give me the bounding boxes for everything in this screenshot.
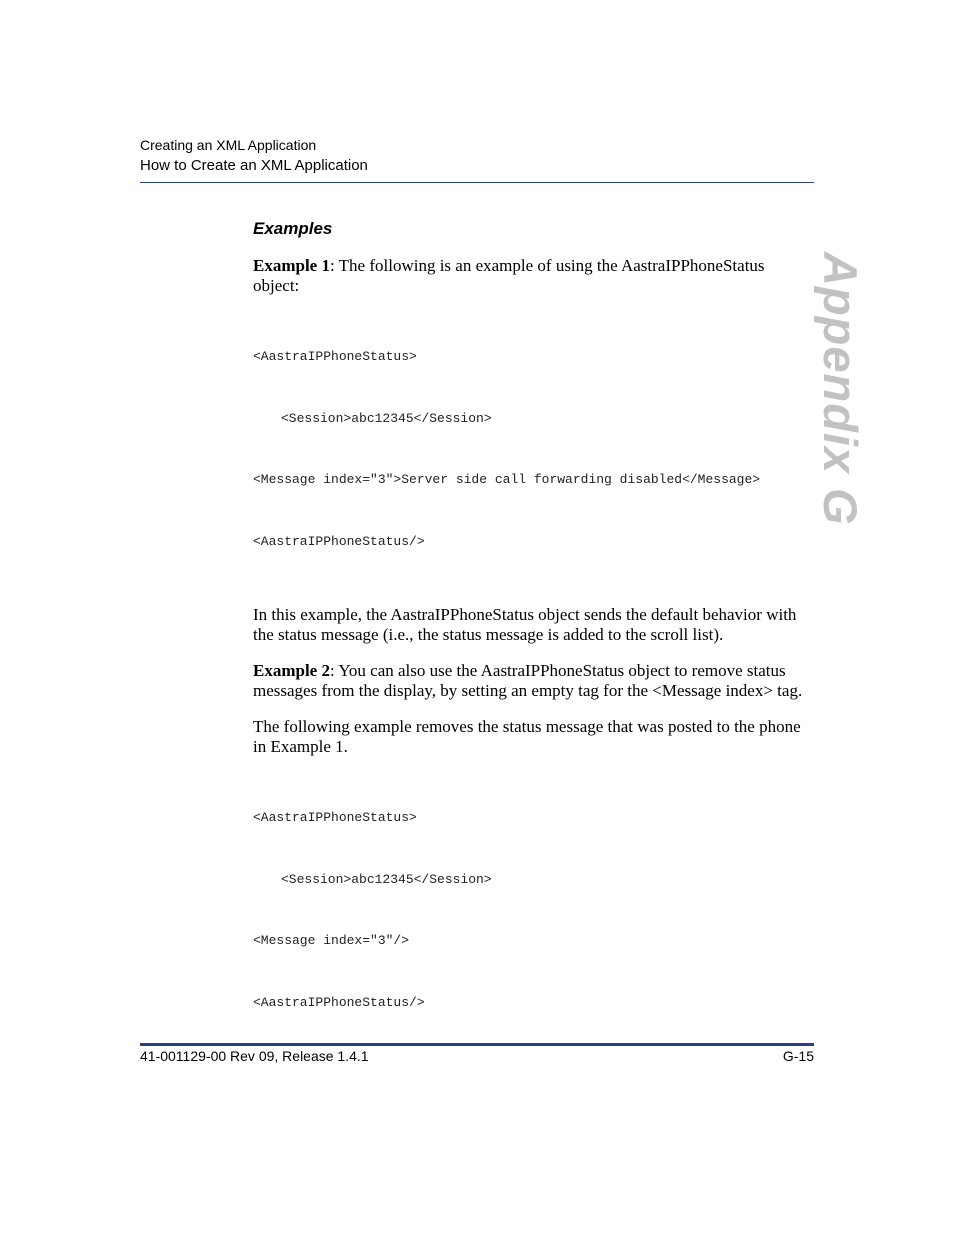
example1-paragraph — [253, 256, 813, 296]
main-content — [253, 218, 813, 1066]
footer-divider — [140, 1043, 814, 1046]
footer-doc-id: 41-001129-00 Rev 09, Release 1.4.1 — [140, 1048, 369, 1064]
appendix-side-tab: Appendix G — [814, 252, 867, 526]
code-line: <AastraIPPhoneStatus> — [253, 810, 417, 825]
code-line: <Message index="3"/> — [253, 933, 410, 948]
example1-text: : The following is an example of using the AastraIPPhoneStatus object: — [253, 256, 765, 295]
header-divider — [140, 182, 814, 183]
example2-paragraph — [253, 661, 813, 701]
section-title: Examples — [253, 219, 333, 238]
running-header-section: How to Create an XML Application — [140, 157, 368, 174]
example2-text: : You can also use the AastraIPPhoneStatus object to remove status messages from the display, by setting an empty tag for the <Message index> tag. — [253, 661, 803, 700]
code-line: <AastraIPPhoneStatus> — [253, 349, 417, 364]
code-line: <AastraIPPhoneStatus/> — [253, 533, 425, 549]
example2-code-block — [253, 767, 813, 1054]
example2-followup: The following example removes the status message that was posted to the phone in Example 1. — [253, 717, 801, 756]
example1-code-block — [253, 306, 813, 593]
footer-page-number: G-15 — [782, 1048, 814, 1064]
code-line: <Session>abc12345</Session> — [281, 871, 492, 887]
code-line: <Message index="3">Server side call forwarding disabled</Message> — [253, 472, 761, 487]
example2-label: Example 2 — [253, 661, 330, 680]
code-line: <AastraIPPhoneStatus/> — [253, 994, 425, 1010]
running-header-chapter: Creating an XML Application — [140, 137, 317, 153]
code-line: <Session>abc12345</Session> — [281, 410, 492, 426]
example1-explanation: In this example, the AastraIPPhoneStatus object sends the default behavior with the status message (i.e., the status message is added to the scroll list). — [253, 605, 797, 644]
example1-label: Example 1 — [253, 256, 330, 275]
